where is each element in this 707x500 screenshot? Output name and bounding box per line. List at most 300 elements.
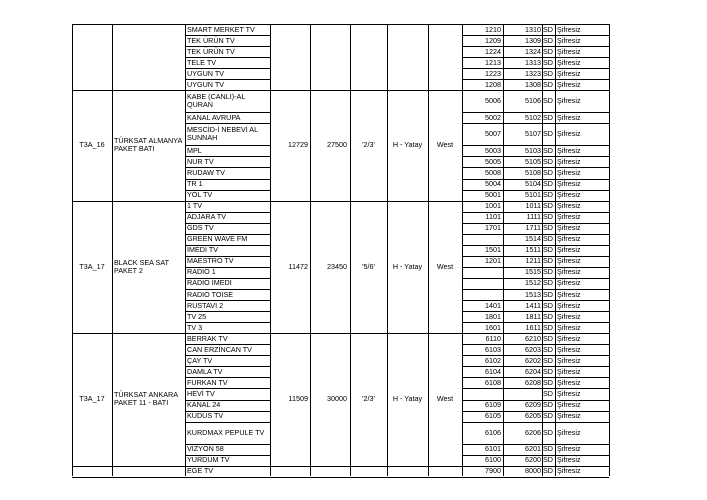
satellite-code: T3A_17 — [79, 394, 105, 404]
video-pid: 1101 — [485, 212, 501, 222]
audio-pid: 6205 — [525, 411, 541, 421]
resolution: SD — [543, 35, 553, 45]
polarization: H - Yatay — [392, 140, 423, 150]
video-pid: 5003 — [485, 145, 501, 155]
table-gridline — [462, 477, 609, 478]
video-pid: 1208 — [485, 79, 501, 89]
resolution: SD — [543, 355, 553, 365]
table-gridline — [462, 167, 609, 168]
table-gridline — [270, 90, 462, 91]
polarization: H - Yatay — [392, 394, 423, 404]
resolution: SD — [543, 388, 553, 398]
encryption: Şifresiz — [557, 79, 581, 89]
table-gridline — [462, 24, 463, 476]
video-pid: 5005 — [485, 156, 501, 166]
channel-name: MPL — [187, 145, 202, 155]
table-gridline — [185, 377, 270, 378]
resolution: SD — [543, 179, 553, 189]
frequency: 11472 — [288, 261, 308, 271]
resolution: SD — [543, 57, 553, 67]
symbol-rate: 30000 — [327, 394, 347, 404]
table-gridline — [462, 68, 609, 69]
table-gridline — [462, 57, 609, 58]
table-gridline — [462, 256, 609, 257]
video-pid — [462, 278, 503, 289]
audio-pid: 6200 — [525, 455, 541, 465]
table-gridline — [462, 112, 609, 113]
beam: West — [436, 140, 454, 150]
audio-pid: 5106 — [525, 96, 541, 106]
table-gridline — [462, 355, 609, 356]
resolution: SD — [543, 145, 553, 155]
table-gridline — [72, 477, 185, 478]
resolution: SD — [543, 411, 553, 421]
resolution: SD — [543, 278, 553, 288]
table-gridline — [185, 388, 270, 389]
encryption: Şifresiz — [557, 400, 581, 410]
table-gridline — [185, 112, 270, 113]
audio-pid: 6204 — [525, 366, 541, 376]
encryption: Şifresiz — [557, 223, 581, 233]
package-name: TÜRKSAT ANKARA PAKET 11 - BATI — [114, 390, 178, 408]
video-pid: 1223 — [485, 68, 501, 78]
table-gridline — [185, 68, 270, 69]
video-pid: 1601 — [485, 322, 501, 332]
encryption: Şifresiz — [557, 455, 581, 465]
table-gridline — [503, 24, 504, 476]
table-gridline — [270, 466, 462, 467]
table-gridline — [185, 411, 270, 412]
table-gridline — [185, 24, 186, 476]
table-gridline — [462, 35, 609, 36]
video-pid: 5004 — [485, 179, 501, 189]
encryption: Şifresiz — [557, 278, 581, 288]
audio-pid: 1513 — [525, 289, 541, 299]
resolution: SD — [543, 46, 553, 56]
table-gridline — [462, 46, 609, 47]
table-gridline — [72, 24, 73, 476]
table-gridline — [185, 400, 270, 401]
video-pid — [462, 388, 503, 399]
encryption: Şifresiz — [557, 466, 581, 476]
channel-name: ADJARA TV — [187, 212, 227, 222]
encryption: Şifresiz — [557, 267, 581, 277]
table-gridline — [185, 46, 270, 47]
channel-name: CAN ERZİNCAN TV — [187, 344, 252, 354]
encryption: Şifresiz — [557, 311, 581, 321]
video-pid — [462, 234, 503, 245]
table-gridline — [185, 311, 270, 312]
table-gridline — [185, 366, 270, 367]
resolution: SD — [543, 256, 553, 266]
resolution: SD — [543, 24, 553, 34]
table-gridline — [185, 455, 270, 456]
table-gridline — [462, 145, 609, 146]
symbol-rate: 27500 — [327, 140, 347, 150]
encryption: Şifresiz — [557, 427, 581, 437]
video-pid: 1201 — [485, 256, 501, 266]
channel-name: RADIO 1 — [187, 267, 216, 277]
channel-name: DAMLA TV — [187, 366, 223, 376]
table-gridline — [270, 333, 462, 334]
table-gridline — [462, 201, 609, 202]
resolution: SD — [543, 96, 553, 106]
video-pid: 6109 — [485, 400, 501, 410]
encryption: Şifresiz — [557, 24, 581, 34]
resolution: SD — [543, 201, 553, 211]
table-gridline — [185, 167, 270, 168]
encryption: Şifresiz — [557, 190, 581, 200]
table-gridline — [555, 24, 556, 476]
frequency: 11509 — [288, 394, 308, 404]
resolution: SD — [543, 223, 553, 233]
video-pid: 6103 — [485, 344, 501, 354]
encryption: Şifresiz — [557, 179, 581, 189]
video-pid: 7900 — [485, 466, 501, 476]
encryption: Şifresiz — [557, 212, 581, 222]
table-gridline — [185, 477, 270, 478]
audio-pid: 6206 — [525, 427, 541, 437]
table-gridline — [270, 24, 271, 476]
table-gridline — [350, 24, 351, 476]
table-gridline — [462, 223, 609, 224]
audio-pid: 1211 — [525, 256, 541, 266]
resolution: SD — [543, 267, 553, 277]
audio-pid: 5101 — [525, 190, 541, 200]
audio-pid: 5108 — [525, 167, 541, 177]
encryption: Şifresiz — [557, 68, 581, 78]
fec: '2/3' — [362, 140, 375, 150]
beam: West — [436, 394, 454, 404]
table-gridline — [462, 123, 609, 124]
table-gridline — [462, 344, 609, 345]
table-gridline — [185, 267, 270, 268]
audio-pid: 6203 — [525, 344, 541, 354]
audio-pid: 1711 — [525, 223, 541, 233]
table-gridline — [270, 477, 462, 478]
audio-pid: 1323 — [525, 68, 541, 78]
channel-name: SMART MERKET TV — [187, 24, 255, 34]
channel-name: İMEDİ TV — [187, 245, 219, 255]
audio-pid: 6210 — [525, 333, 541, 343]
video-pid: 5007 — [485, 129, 501, 139]
resolution: SD — [543, 167, 553, 177]
beam: West — [436, 261, 454, 271]
satellite-code: T3A_16 — [79, 140, 105, 150]
audio-pid: 1611 — [525, 322, 541, 332]
resolution: SD — [543, 344, 553, 354]
channel-name: UYGUN TV — [187, 68, 225, 78]
resolution: SD — [543, 300, 553, 310]
fec: '5/6' — [362, 261, 375, 271]
video-pid: 1210 — [485, 24, 501, 34]
resolution: SD — [543, 466, 553, 476]
audio-pid: 1411 — [525, 300, 541, 310]
table-gridline — [462, 333, 609, 334]
channel-name: RUDAW TV — [187, 167, 225, 177]
table-gridline — [185, 57, 270, 58]
video-pid: 5008 — [485, 167, 501, 177]
table-gridline — [462, 388, 609, 389]
table-gridline — [462, 278, 609, 279]
table-gridline — [72, 333, 185, 334]
video-pid: 1401 — [485, 300, 501, 310]
channel-name: RADIO TOISE — [187, 289, 234, 299]
video-pid: 1224 — [485, 46, 501, 56]
package-name: TÜRKSAT ALMANYA PAKET BATI — [114, 136, 182, 154]
audio-pid: 5105 — [525, 156, 541, 166]
video-pid: 1213 — [485, 57, 501, 67]
audio-pid: 8000 — [525, 466, 541, 476]
video-pid — [462, 267, 503, 278]
table-gridline — [185, 123, 270, 124]
table-gridline — [462, 366, 609, 367]
frequency: 12729 — [288, 140, 308, 150]
audio-pid: 6201 — [525, 444, 541, 454]
table-gridline — [462, 300, 609, 301]
table-gridline — [462, 234, 609, 235]
audio-pid: 1512 — [525, 278, 541, 288]
encryption: Şifresiz — [557, 344, 581, 354]
video-pid: 6108 — [485, 377, 501, 387]
channel-name: KABE (CANLI)-AL QURAN — [187, 92, 246, 110]
table-gridline — [462, 190, 609, 191]
table-gridline — [462, 245, 609, 246]
table-gridline — [462, 179, 609, 180]
resolution: SD — [543, 190, 553, 200]
table-gridline — [462, 411, 609, 412]
video-pid: 5006 — [485, 96, 501, 106]
audio-pid: 1811 — [525, 311, 541, 321]
channel-name: VİZYON 58 — [187, 444, 224, 454]
table-gridline — [462, 267, 609, 268]
table-gridline — [462, 311, 609, 312]
video-pid: 6105 — [485, 411, 501, 421]
table-gridline — [112, 24, 113, 476]
resolution: SD — [543, 129, 553, 139]
table-gridline — [72, 466, 185, 467]
video-pid: 6100 — [485, 455, 501, 465]
table-gridline — [185, 333, 270, 334]
encryption: Şifresiz — [557, 377, 581, 387]
table-gridline — [462, 156, 609, 157]
encryption: Şifresiz — [557, 322, 581, 332]
video-pid: 5001 — [485, 190, 501, 200]
table-gridline — [72, 24, 609, 25]
channel-name: RADIO İMEDİ — [187, 278, 232, 288]
channel-name: EGE TV — [187, 466, 214, 476]
encryption: Şifresiz — [557, 96, 581, 106]
channel-name: HEVİ TV — [187, 388, 215, 398]
audio-pid: 5103 — [525, 145, 541, 155]
audio-pid: 5104 — [525, 179, 541, 189]
channel-name: TEK ÜRÜN TV — [187, 46, 235, 56]
channel-name: KUDÜS TV — [187, 411, 224, 421]
encryption: Şifresiz — [557, 256, 581, 266]
encryption: Şifresiz — [557, 234, 581, 244]
channel-name: TR 1 — [187, 179, 203, 189]
table-gridline — [185, 466, 270, 467]
table-gridline — [462, 90, 609, 91]
table-gridline — [185, 322, 270, 323]
audio-pid: 1309 — [525, 35, 541, 45]
table-gridline — [185, 256, 270, 257]
resolution: SD — [543, 366, 553, 376]
table-gridline — [462, 377, 609, 378]
table-gridline — [185, 355, 270, 356]
video-pid: 1501 — [485, 245, 501, 255]
encryption: Şifresiz — [557, 167, 581, 177]
encryption: Şifresiz — [557, 57, 581, 67]
resolution: SD — [543, 112, 553, 122]
audio-pid: 5102 — [525, 112, 541, 122]
table-gridline — [185, 245, 270, 246]
channel-name: KURDMAX PEPULE TV — [187, 427, 265, 437]
video-pid: 6101 — [485, 444, 501, 454]
channel-name: NUR TV — [187, 156, 214, 166]
video-pid: 5002 — [485, 112, 501, 122]
resolution: SD — [543, 427, 553, 437]
table-gridline — [185, 289, 270, 290]
resolution: SD — [543, 212, 553, 222]
channel-name: ÇAY TV — [187, 355, 213, 365]
table-gridline — [462, 79, 609, 80]
channel-name: TELE TV — [187, 57, 217, 67]
video-pid: 6102 — [485, 355, 501, 365]
channel-name: YOL TV — [187, 190, 213, 200]
symbol-rate: 23450 — [327, 261, 347, 271]
channel-name: KANAL AVRUPA — [187, 112, 241, 122]
table-gridline — [185, 344, 270, 345]
table-gridline — [310, 24, 311, 476]
table-gridline — [185, 201, 270, 202]
audio-pid: 6208 — [525, 377, 541, 387]
table-gridline — [185, 179, 270, 180]
table-gridline — [72, 201, 185, 202]
encryption: Şifresiz — [557, 46, 581, 56]
channel-name: TV 3 — [187, 322, 203, 332]
audio-pid: 5107 — [525, 129, 541, 139]
video-pid: 1701 — [485, 223, 501, 233]
audio-pid: 1313 — [525, 57, 541, 67]
channel-name: BERRAK TV — [187, 333, 228, 343]
resolution: SD — [543, 400, 553, 410]
resolution: SD — [543, 79, 553, 89]
resolution: SD — [543, 245, 553, 255]
audio-pid — [503, 388, 542, 399]
encryption: Şifresiz — [557, 156, 581, 166]
video-pid: 1001 — [485, 201, 501, 211]
channel-name: GDS TV — [187, 223, 214, 233]
table-gridline — [609, 24, 610, 476]
table-gridline — [462, 289, 609, 290]
encryption: Şifresiz — [557, 388, 581, 398]
table-gridline — [185, 190, 270, 191]
table-gridline — [185, 300, 270, 301]
encryption: Şifresiz — [557, 366, 581, 376]
table-gridline — [185, 444, 270, 445]
resolution: SD — [543, 322, 553, 332]
audio-pid: 1324 — [525, 46, 541, 56]
table-gridline — [387, 24, 388, 476]
audio-pid: 1515 — [525, 267, 541, 277]
audio-pid: 6202 — [525, 355, 541, 365]
encryption: Şifresiz — [557, 35, 581, 45]
table-gridline — [185, 278, 270, 279]
resolution: SD — [543, 377, 553, 387]
table-gridline — [270, 201, 462, 202]
channel-name: MESCİD-İ NEBEVİ AL SUNNAH — [187, 125, 258, 143]
encryption: Şifresiz — [557, 300, 581, 310]
table-gridline — [462, 444, 609, 445]
audio-pid: 1111 — [526, 212, 541, 222]
table-gridline — [185, 223, 270, 224]
video-pid: 1801 — [485, 311, 501, 321]
polarization: H - Yatay — [392, 261, 423, 271]
package-name: BLACK SEA SAT PAKET 2 — [114, 257, 169, 275]
video-pid: 6110 — [485, 333, 501, 343]
channel-name: UYGUN TV — [187, 79, 225, 89]
video-pid: 6106 — [485, 427, 501, 437]
resolution: SD — [543, 455, 553, 465]
table-gridline — [462, 466, 609, 467]
channel-name: GREEN WAVE FM — [187, 234, 248, 244]
table-gridline — [462, 422, 609, 423]
channel-name: FURKAN TV — [187, 377, 228, 387]
resolution: SD — [543, 234, 553, 244]
resolution: SD — [543, 68, 553, 78]
table-gridline — [185, 79, 270, 80]
table-gridline — [462, 322, 609, 323]
video-pid: 6104 — [485, 366, 501, 376]
resolution: SD — [543, 289, 553, 299]
audio-pid: 1511 — [525, 245, 541, 255]
table-gridline — [428, 24, 429, 476]
table-gridline — [185, 156, 270, 157]
audio-pid: 6209 — [525, 400, 541, 410]
encryption: Şifresiz — [557, 129, 581, 139]
table-gridline — [542, 24, 543, 476]
encryption: Şifresiz — [557, 444, 581, 454]
audio-pid: 1514 — [525, 234, 541, 244]
table-gridline — [185, 212, 270, 213]
channel-name: TEK ÜRÜN TV — [187, 35, 235, 45]
channel-name: YURDUM TV — [187, 455, 230, 465]
encryption: Şifresiz — [557, 333, 581, 343]
fec: '2/3' — [362, 394, 375, 404]
channel-name: MAESTRO TV — [187, 256, 234, 266]
audio-pid: 1308 — [525, 79, 541, 89]
video-pid — [462, 289, 503, 300]
resolution: SD — [543, 311, 553, 321]
encryption: Şifresiz — [557, 112, 581, 122]
table-gridline — [462, 400, 609, 401]
resolution: SD — [543, 156, 553, 166]
satellite-code: T3A_17 — [79, 261, 105, 271]
video-pid: 1209 — [485, 35, 501, 45]
encryption: Şifresiz — [557, 245, 581, 255]
audio-pid: 1310 — [525, 24, 541, 34]
encryption: Şifresiz — [557, 411, 581, 421]
table-gridline — [185, 422, 270, 423]
table-gridline — [185, 145, 270, 146]
resolution: SD — [543, 444, 553, 454]
channel-name: TV 25 — [187, 311, 207, 321]
table-gridline — [185, 234, 270, 235]
table-gridline — [72, 90, 185, 91]
encryption: Şifresiz — [557, 289, 581, 299]
resolution: SD — [543, 333, 553, 343]
